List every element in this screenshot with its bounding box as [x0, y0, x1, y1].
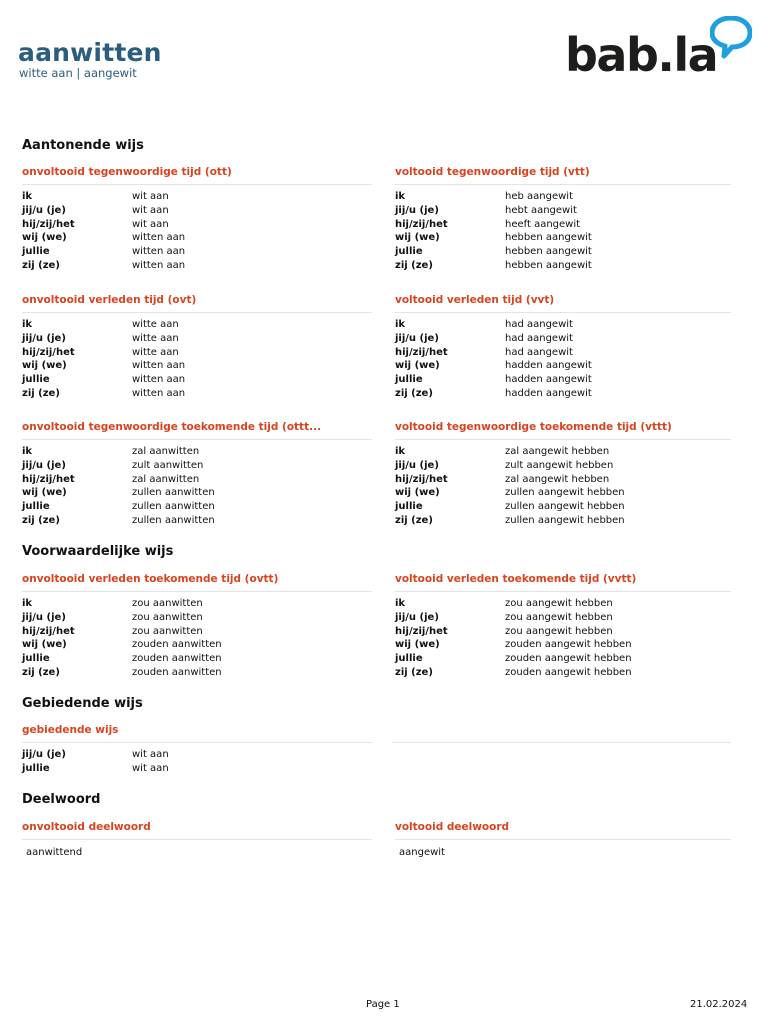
- conjugation-block: [22, 421, 372, 527]
- conjugation-block: [22, 294, 372, 400]
- pronoun: zij (ze): [22, 259, 60, 271]
- conjugation-row: [395, 231, 731, 245]
- conjugation-block: [22, 573, 372, 679]
- section-imperative: Gebiedende wijs: [22, 696, 143, 711]
- pronoun: ik: [395, 446, 406, 458]
- tense-heading: [392, 724, 731, 742]
- verb-form: witte aan: [132, 319, 179, 331]
- pronoun: wij (we): [395, 639, 440, 651]
- verb-form: wit aan: [132, 763, 169, 775]
- pronoun: hij/zij/het: [395, 218, 448, 230]
- pronoun: hij/zij/het: [22, 625, 75, 637]
- divider: [22, 591, 372, 592]
- verb-form: witte aan: [132, 333, 179, 345]
- conjugation-row: [22, 624, 372, 638]
- pronoun: ik: [22, 319, 33, 331]
- divider: [22, 439, 372, 440]
- tense-heading: voltooid verleden toekomende tijd (vvtt): [395, 573, 637, 585]
- pronoun: jij/u (je): [395, 612, 439, 624]
- pronoun: jij/u (je): [395, 460, 439, 472]
- conjugation-row: [395, 500, 731, 514]
- tense-heading: voltooid deelwoord: [395, 821, 510, 833]
- conjugation-row: [22, 748, 372, 762]
- conjugation-row: [22, 231, 372, 245]
- participle-form: aangewit: [399, 847, 445, 858]
- conjugation-row: [395, 318, 731, 332]
- pronoun: jij/u (je): [22, 333, 66, 345]
- participle-form: aanwittend: [26, 847, 83, 858]
- pronoun: zij (ze): [395, 666, 433, 678]
- verb-form: zal aanwitten: [132, 446, 200, 458]
- conjugation-row: [22, 359, 372, 373]
- conjugation-row: [395, 445, 731, 459]
- speech-bubble-icon: [710, 16, 752, 60]
- conjugation-row: [395, 665, 731, 679]
- verb-form: zouden aangewit hebben: [505, 653, 632, 665]
- tense-heading: gebiedende wijs: [22, 724, 119, 736]
- pronoun: jij/u (je): [22, 749, 66, 761]
- conjugation-row: [22, 445, 372, 459]
- verb-form: wit aan: [132, 749, 169, 761]
- conjugation-row: [22, 204, 372, 218]
- conjugation-row: [395, 386, 731, 400]
- conjugation-row: [22, 486, 372, 500]
- verb-form: zouden aangewit hebben: [505, 639, 632, 651]
- conjugation-row: [395, 513, 731, 527]
- verb-form: hadden aangewit: [505, 387, 592, 399]
- divider: [22, 839, 372, 840]
- pronoun: zij (ze): [395, 387, 433, 399]
- conjugation-row: [22, 373, 372, 387]
- conjugation-block: [22, 166, 372, 272]
- verb-form: zou aanwitten: [132, 612, 203, 624]
- conjugation-row: [22, 345, 372, 359]
- verb-form: witten aan: [132, 232, 186, 244]
- pronoun: zij (ze): [395, 259, 433, 271]
- pronoun: jij/u (je): [395, 205, 439, 217]
- verb-form: zullen aanwitten: [132, 501, 215, 513]
- pronoun: jij/u (je): [22, 612, 66, 624]
- conjugation-row: [22, 652, 372, 666]
- divider: [395, 312, 731, 313]
- conjugation-row: [22, 318, 372, 332]
- pronoun: jullie: [22, 501, 50, 513]
- pronoun: hij/zij/het: [22, 473, 75, 485]
- conjugation-row: [395, 624, 731, 638]
- logo-wordmark: bab.la: [565, 28, 718, 82]
- page-subtitle: witte aan | aangewit: [19, 66, 137, 80]
- verb-form: zullen aanwitten: [132, 514, 215, 526]
- pronoun: jullie: [395, 653, 423, 665]
- verb-form: zal aangewit hebben: [505, 446, 610, 458]
- conjugation-row: [22, 332, 372, 346]
- tense-heading: voltooid tegenwoordige tijd (vtt): [395, 166, 590, 178]
- verb-form: zullen aangewit hebben: [505, 514, 625, 526]
- pronoun: jij/u (je): [395, 333, 439, 345]
- verb-form: had aangewit: [505, 319, 573, 331]
- verb-form: witten aan: [132, 246, 186, 258]
- pronoun: wij (we): [22, 639, 67, 651]
- pronoun: hij/zij/het: [22, 346, 75, 358]
- verb-form: heb aangewit: [505, 191, 573, 203]
- verb-form: zouden aanwitten: [132, 639, 222, 651]
- verb-form: zou aanwitten: [132, 598, 203, 610]
- verb-form: wit aan: [132, 205, 169, 217]
- pronoun: ik: [22, 598, 33, 610]
- pronoun: ik: [22, 446, 33, 458]
- pronoun: jullie: [395, 374, 423, 386]
- conjugation-block: [392, 724, 731, 748]
- conjugation-row: [22, 513, 372, 527]
- pronoun: wij (we): [22, 487, 67, 499]
- conjugation-row: [395, 486, 731, 500]
- verb-form: hebben aangewit: [505, 259, 592, 271]
- verb-form: zullen aangewit hebben: [505, 487, 625, 499]
- conjugation-block: [22, 821, 372, 858]
- verb-form: zult aanwitten: [132, 460, 204, 472]
- pronoun: ik: [395, 598, 406, 610]
- verb-form: witten aan: [132, 387, 186, 399]
- section-indicative: Aantonende wijs: [22, 138, 144, 153]
- conjugation-block: [395, 166, 731, 272]
- pronoun: zij (ze): [22, 387, 60, 399]
- conjugation-row: [22, 245, 372, 259]
- verb-form: wit aan: [132, 218, 169, 230]
- pronoun: hij/zij/het: [395, 473, 448, 485]
- verb-form: zullen aangewit hebben: [505, 501, 625, 513]
- pronoun: jullie: [395, 501, 423, 513]
- conjugation-row: [22, 472, 372, 486]
- verb-form: zou aanwitten: [132, 625, 203, 637]
- conjugation-row: [395, 597, 731, 611]
- conjugation-row: [395, 359, 731, 373]
- conjugation-row: [22, 190, 372, 204]
- conjugation-row: [22, 665, 372, 679]
- pronoun: wij (we): [395, 360, 440, 372]
- divider: [395, 591, 731, 592]
- conjugation-row: [395, 611, 731, 625]
- pronoun: ik: [395, 319, 406, 331]
- verb-form: hebt aangewit: [505, 205, 577, 217]
- pronoun: zij (ze): [22, 514, 60, 526]
- pronoun: jullie: [22, 246, 50, 258]
- verb-form: zal aanwitten: [132, 473, 200, 485]
- conjugation-row: [395, 332, 731, 346]
- page-number: Page 1: [366, 999, 400, 1010]
- conjugation-row: [395, 345, 731, 359]
- conjugation-row: [22, 386, 372, 400]
- verb-form: zouden aangewit hebben: [505, 666, 632, 678]
- verb-form: zouden aanwitten: [132, 666, 222, 678]
- verb-form: zult aangewit hebben: [505, 460, 614, 472]
- conjugation-row: [22, 459, 372, 473]
- verb-form: zou aangewit hebben: [505, 625, 613, 637]
- pronoun: ik: [395, 191, 406, 203]
- conjugation-row: [395, 245, 731, 259]
- divider: [22, 312, 372, 313]
- verb-form: zal aangewit hebben: [505, 473, 610, 485]
- pronoun: jullie: [22, 763, 50, 775]
- conjugation-row: [395, 373, 731, 387]
- verb-form: had aangewit: [505, 333, 573, 345]
- verb-form: hadden aangewit: [505, 360, 592, 372]
- verb-form: zou aangewit hebben: [505, 612, 613, 624]
- pronoun: jullie: [395, 246, 423, 258]
- pronoun: hij/zij/het: [22, 218, 75, 230]
- tense-heading: onvoltooid tegenwoordige tijd (ott): [22, 166, 232, 178]
- conjugation-row: [22, 762, 372, 776]
- divider: [22, 184, 372, 185]
- verb-form: witten aan: [132, 259, 186, 271]
- pronoun: wij (we): [395, 487, 440, 499]
- verb-form: zou aangewit hebben: [505, 598, 613, 610]
- verb-form: hebben aangewit: [505, 232, 592, 244]
- verb-form: had aangewit: [505, 346, 573, 358]
- babla-logo: [565, 16, 755, 82]
- conjugation-row: [22, 638, 372, 652]
- divider: [395, 184, 731, 185]
- verb-form: heeft aangewit: [505, 218, 581, 230]
- conjugation-block: [395, 294, 731, 400]
- divider: [395, 839, 731, 840]
- tense-heading: onvoltooid deelwoord: [22, 821, 151, 833]
- divider: [22, 742, 372, 743]
- conjugation-row: [395, 472, 731, 486]
- pronoun: jij/u (je): [22, 460, 66, 472]
- pronoun: hij/zij/het: [395, 625, 448, 637]
- verb-form: zouden aanwitten: [132, 653, 222, 665]
- pronoun: jij/u (je): [22, 205, 66, 217]
- conjugation-row: [395, 459, 731, 473]
- footer-date: 21.02.2024: [690, 999, 748, 1010]
- divider: [395, 439, 731, 440]
- pronoun: zij (ze): [22, 666, 60, 678]
- verb-form: hadden aangewit: [505, 374, 592, 386]
- pronoun: jullie: [22, 653, 50, 665]
- verb-form: hebben aangewit: [505, 246, 592, 258]
- conjugation-row: [395, 190, 731, 204]
- verb-form: witten aan: [132, 360, 186, 372]
- tense-heading: onvoltooid tegenwoordige toekomende tijd (ottt...: [22, 421, 322, 433]
- pronoun: wij (we): [395, 232, 440, 244]
- pronoun: hij/zij/het: [395, 346, 448, 358]
- verb-form: zullen aanwitten: [132, 487, 215, 499]
- conjugation-row: [395, 258, 731, 272]
- pronoun: wij (we): [22, 232, 67, 244]
- tense-heading: onvoltooid verleden tijd (ovt): [22, 294, 197, 306]
- conjugation-row: [395, 638, 731, 652]
- page-title: aanwitten: [18, 38, 162, 67]
- conjugation-row: [395, 652, 731, 666]
- verb-form: witten aan: [132, 374, 186, 386]
- conjugation-block: [22, 724, 372, 775]
- pronoun: wij (we): [22, 360, 67, 372]
- conjugation-row: [395, 204, 731, 218]
- conjugation-block: [395, 573, 731, 679]
- pronoun: jullie: [22, 374, 50, 386]
- pronoun: zij (ze): [395, 514, 433, 526]
- verb-form: witte aan: [132, 346, 179, 358]
- section-participle: Deelwoord: [22, 792, 101, 807]
- conjugation-row: [22, 217, 372, 231]
- conjugation-row: [395, 217, 731, 231]
- pronoun: ik: [22, 191, 33, 203]
- conjugation-row: [22, 597, 372, 611]
- conjugation-row: [22, 500, 372, 514]
- conjugation-row: [22, 611, 372, 625]
- section-conditional: Voorwaardelijke wijs: [22, 544, 174, 559]
- divider: [392, 742, 731, 743]
- verb-form: wit aan: [132, 191, 169, 203]
- tense-heading: onvoltooid verleden toekomende tijd (ovtt): [22, 573, 279, 585]
- conjugation-row: [22, 258, 372, 272]
- tense-heading: voltooid tegenwoordige toekomende tijd (vttt): [395, 421, 672, 433]
- conjugation-block: [395, 821, 731, 858]
- tense-heading: voltooid verleden tijd (vvt): [395, 294, 555, 306]
- conjugation-block: [395, 421, 731, 527]
